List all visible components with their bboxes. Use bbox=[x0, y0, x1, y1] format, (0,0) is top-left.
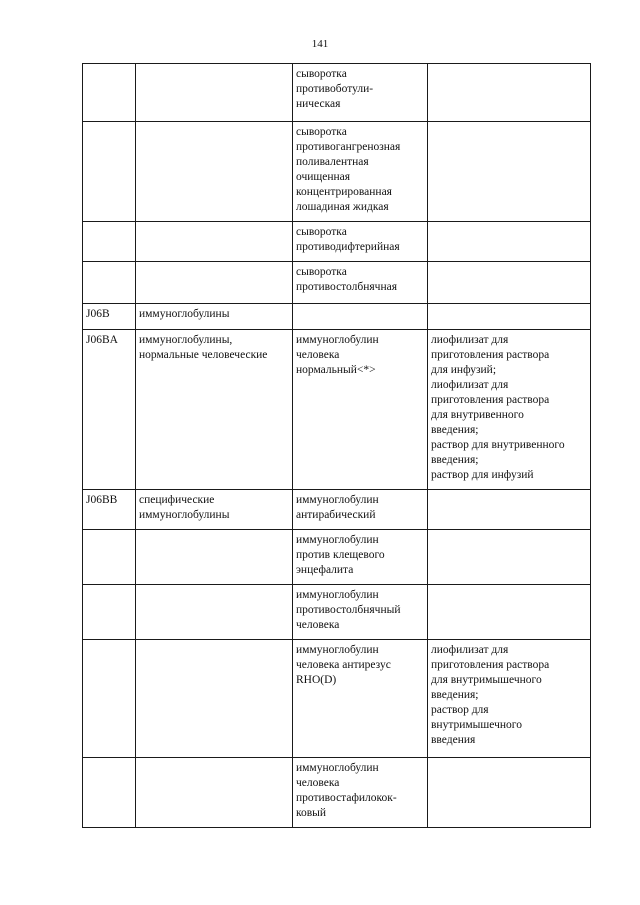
atc-code-cell bbox=[83, 222, 136, 262]
dosage-form-cell bbox=[428, 262, 591, 304]
atc-code-cell bbox=[83, 122, 136, 222]
atc-code-cell: J06BB bbox=[83, 490, 136, 530]
group-name-cell bbox=[136, 585, 293, 640]
drug-name-cell bbox=[293, 304, 428, 330]
page-number: 141 bbox=[311, 38, 329, 50]
group-name-cell bbox=[136, 122, 293, 222]
atc-code-cell bbox=[83, 758, 136, 828]
group-name-cell: специфические иммуноглобулины bbox=[136, 490, 293, 530]
dosage-form-cell: лиофилизат для приготовления раствора для внутримышечного введения; раствор для внутримышечного введения bbox=[428, 640, 591, 758]
dosage-form-cell bbox=[428, 758, 591, 828]
dosage-form-cell bbox=[428, 222, 591, 262]
drug-name-cell: сыворотка противогангренозная поливалентная очищенная концентрированная лошадиная жидкая bbox=[293, 122, 428, 222]
group-name-cell bbox=[136, 222, 293, 262]
dosage-form-cell bbox=[428, 530, 591, 585]
atc-code-cell bbox=[83, 262, 136, 304]
group-name-cell bbox=[136, 262, 293, 304]
drug-name-cell: иммуноглобулин противостолбнячный человека bbox=[293, 585, 428, 640]
drug-name-cell: иммуноглобулин человека противостафилокок- ковый bbox=[293, 758, 428, 828]
drug-name-cell: иммуноглобулин антирабический bbox=[293, 490, 428, 530]
table-row bbox=[83, 490, 591, 530]
table-row bbox=[83, 330, 591, 490]
table-row bbox=[83, 304, 591, 330]
dosage-form-cell: лиофилизат для приготовления раствора для инфузий; лиофилизат для приготовления раствора для внутривенного введения; раствор для внутривенного введения; раствор для инфузий bbox=[428, 330, 591, 490]
group-name-cell: иммуноглобулины, нормальные человеческие bbox=[136, 330, 293, 490]
table-row bbox=[83, 222, 591, 262]
table-row bbox=[83, 262, 591, 304]
drug-name-cell: сыворотка противоботули- ническая bbox=[293, 64, 428, 122]
group-name-cell bbox=[136, 640, 293, 758]
drug-name-cell: сыворотка противодифтерийная bbox=[293, 222, 428, 262]
atc-code-cell: J06B bbox=[83, 304, 136, 330]
table-row bbox=[83, 640, 591, 758]
atc-code-cell bbox=[83, 64, 136, 122]
drug-name-cell: иммуноглобулин против клещевого энцефалита bbox=[293, 530, 428, 585]
table-row bbox=[83, 64, 591, 122]
atc-code-cell bbox=[83, 530, 136, 585]
dosage-form-cell bbox=[428, 490, 591, 530]
drug-name-cell: иммуноглобулин человека антирезус RHO(D) bbox=[293, 640, 428, 758]
atc-code-cell: J06BA bbox=[83, 330, 136, 490]
group-name-cell: иммуноглобулины bbox=[136, 304, 293, 330]
dosage-form-cell bbox=[428, 304, 591, 330]
group-name-cell bbox=[136, 530, 293, 585]
drug-name-cell: иммуноглобулин человека нормальный<*> bbox=[293, 330, 428, 490]
drug-classification-table bbox=[82, 63, 591, 828]
dosage-form-cell bbox=[428, 585, 591, 640]
dosage-form-cell bbox=[428, 64, 591, 122]
table-row bbox=[83, 122, 591, 222]
table-row bbox=[83, 758, 591, 828]
atc-code-cell bbox=[83, 640, 136, 758]
table-row bbox=[83, 530, 591, 585]
dosage-form-cell bbox=[428, 122, 591, 222]
group-name-cell bbox=[136, 758, 293, 828]
atc-code-cell bbox=[83, 585, 136, 640]
table-row bbox=[83, 585, 591, 640]
table-body bbox=[83, 64, 591, 828]
group-name-cell bbox=[136, 64, 293, 122]
drug-name-cell: сыворотка противостолбнячная bbox=[293, 262, 428, 304]
